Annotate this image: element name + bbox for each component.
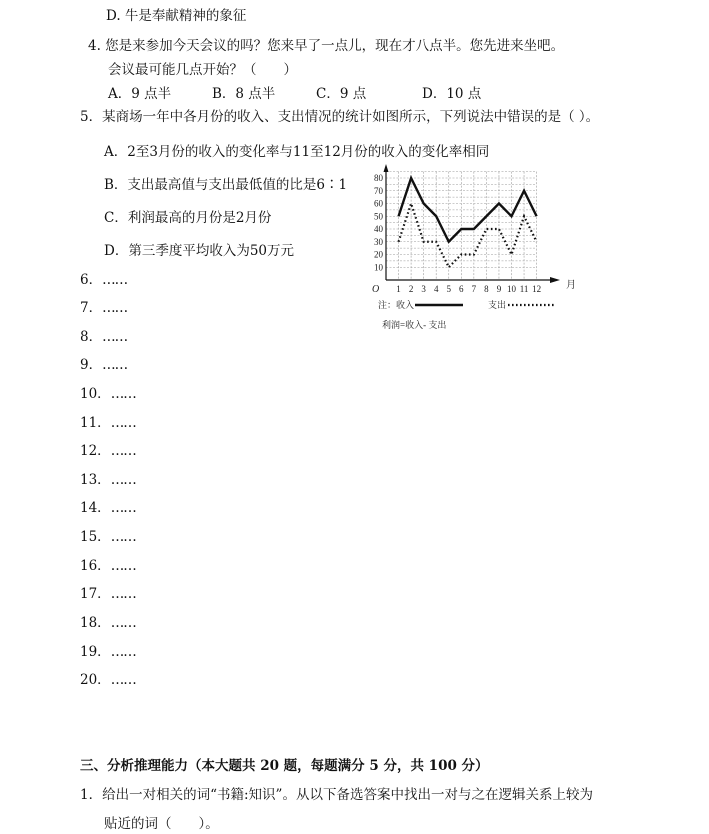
item-number: 8． xyxy=(80,329,103,345)
item-ellipsis: …… xyxy=(110,415,136,431)
item-number: 19． xyxy=(80,644,111,660)
list-item xyxy=(80,442,136,460)
section-3-title: 三、分析推理能力（本大题共 20 题，每题满分 5 分，共 100 分） xyxy=(80,758,489,774)
q5-stem: 5．某商场一年中各月份的收入、支出情况的统计如图所示，下列说法中错误的是（ ）。 xyxy=(80,109,600,125)
item-ellipsis: …… xyxy=(110,672,136,688)
item-ellipsis: …… xyxy=(110,386,136,402)
s3-q1-line2: 贴近的词（ ）。 xyxy=(104,816,219,832)
item-number: 12． xyxy=(80,443,111,459)
x-tick-label: 5 xyxy=(446,284,451,294)
list-item xyxy=(80,557,136,575)
item-ellipsis: …… xyxy=(110,529,136,545)
list-item xyxy=(80,528,136,546)
y-axis-arrow xyxy=(384,164,389,172)
list-item xyxy=(80,414,136,432)
y-tick-label: 70 xyxy=(374,185,383,196)
legend-prefix: 注： xyxy=(378,300,397,310)
item-number: 17． xyxy=(80,586,111,602)
y-tick-label: 50 xyxy=(374,211,383,222)
item-number: 7． xyxy=(80,300,103,316)
item-ellipsis: …… xyxy=(110,472,136,488)
q5-option-d: D．第三季度平均收入为50万元 xyxy=(104,243,295,259)
x-tick-label: 3 xyxy=(421,284,426,294)
y-tick-label: 80 xyxy=(374,173,383,183)
list-item xyxy=(80,299,127,317)
y-tick-label: 60 xyxy=(374,198,383,209)
item-ellipsis: …… xyxy=(110,558,136,574)
x-tick-label: 10 xyxy=(507,284,516,294)
list-item xyxy=(80,671,136,689)
item-number: 18． xyxy=(80,615,111,631)
income-expense-chart xyxy=(360,162,590,337)
list-item xyxy=(80,385,136,403)
list-item xyxy=(80,471,136,489)
item-number: 11． xyxy=(80,415,111,431)
x-axis-label: 月 xyxy=(566,280,576,291)
q4-option-d: D．10 点 xyxy=(422,86,482,102)
item-ellipsis: …… xyxy=(110,443,136,459)
x-tick-label: 6 xyxy=(459,284,464,294)
x-axis-arrow xyxy=(550,277,560,283)
y-tick-label: 20 xyxy=(374,249,383,260)
list-item xyxy=(80,328,127,346)
y-tick-label: 10 xyxy=(374,262,383,273)
item-number: 9． xyxy=(80,357,103,373)
x-tick-label: 9 xyxy=(496,284,502,294)
q5-option-c: C．利润最高的月份是2月份 xyxy=(104,210,272,226)
profit-note: 利润=收入- 支出 xyxy=(382,320,447,330)
x-tick-label: 4 xyxy=(433,284,439,294)
item-number: 20． xyxy=(80,672,111,688)
origin-label: O xyxy=(372,284,380,295)
item-ellipsis: …… xyxy=(110,615,136,631)
q3-option-d: D. 牛是奉献精神的象征 xyxy=(106,8,247,24)
s3-q1-line1: 1．给出一对相关的词“书籍:知识”。从以下备选答案中找出一对与之在逻辑关系上较为 xyxy=(80,787,593,803)
x-tick-label: 1 xyxy=(396,284,401,294)
item-number: 6． xyxy=(80,272,103,288)
list-item xyxy=(80,271,127,289)
x-tick-label: 11 xyxy=(519,284,529,294)
x-tick-label: 12 xyxy=(532,284,542,294)
item-ellipsis: …… xyxy=(110,500,136,516)
item-ellipsis: …… xyxy=(102,329,128,345)
q4-stem-line1: 4. 您是来参加今天会议的吗？您来早了一点儿，现在才八点半。您先进来坐吧。 xyxy=(88,38,565,54)
list-item xyxy=(80,614,136,632)
item-ellipsis: …… xyxy=(102,272,128,288)
item-ellipsis: …… xyxy=(102,357,128,373)
q4-option-c: C．9 点 xyxy=(316,86,367,102)
y-tick-labels xyxy=(374,173,384,272)
x-tick-label: 8 xyxy=(484,284,489,294)
list-item xyxy=(80,499,136,517)
item-number: 14． xyxy=(80,500,111,516)
y-tick-label: 30 xyxy=(374,236,383,247)
legend-income-label: 收入 xyxy=(396,300,415,310)
list-item xyxy=(80,356,127,374)
item-number: 16． xyxy=(80,558,111,574)
q4-stem-line2: 会议最可能几点开始？（ ） xyxy=(108,62,297,78)
q5-option-b: B．支出最高值与支出最低值的比是6∶1 xyxy=(104,177,348,193)
x-tick-label: 7 xyxy=(471,284,477,294)
legend-expense-label: 支出 xyxy=(488,300,507,310)
x-tick-labels xyxy=(396,284,541,294)
q5-option-a: A．2至3月份的收入的变化率与11至12月份的收入的变化率相同 xyxy=(104,144,490,160)
item-ellipsis: …… xyxy=(110,586,136,602)
q4-option-b: B．8 点半 xyxy=(212,86,276,102)
item-number: 13． xyxy=(80,472,111,488)
item-ellipsis: …… xyxy=(110,644,136,660)
item-number: 10． xyxy=(80,386,111,402)
item-number: 15． xyxy=(80,529,111,545)
item-ellipsis: …… xyxy=(102,300,128,316)
x-tick-label: 2 xyxy=(408,284,414,294)
q4-option-a: A．9 点半 xyxy=(108,86,172,102)
y-tick-label: 40 xyxy=(374,224,383,234)
list-item xyxy=(80,643,136,661)
list-item xyxy=(80,585,136,603)
